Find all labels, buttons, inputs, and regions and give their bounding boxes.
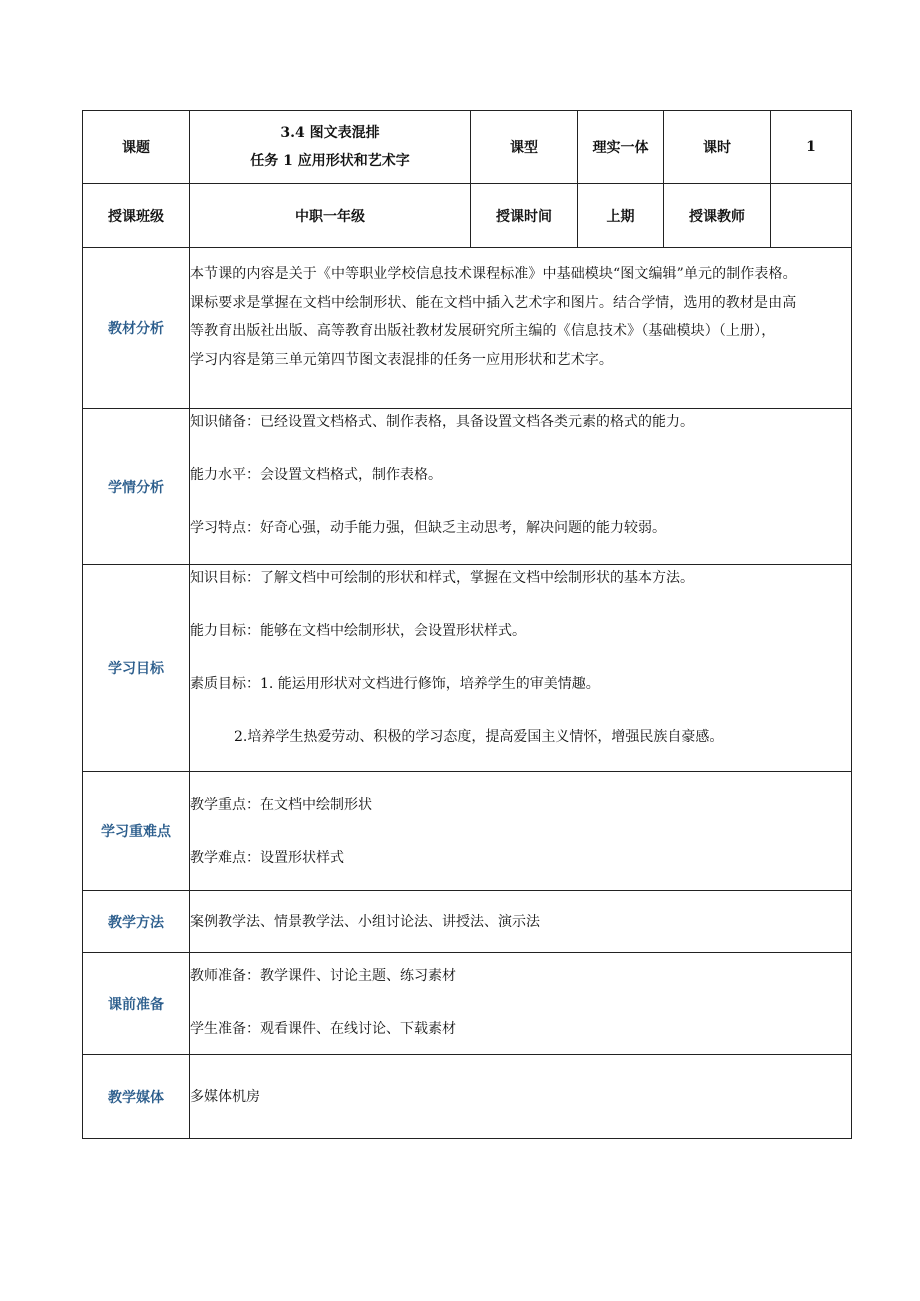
teaching-media-label: 教学媒体 [83, 1055, 190, 1139]
learning-objectives-content [190, 565, 852, 772]
topic-line-1: 3.4 图文表混排 [280, 125, 380, 141]
type-label: 课型 [471, 111, 578, 184]
row-teaching-media [83, 1055, 852, 1139]
textbook-line: 等教育出版社出版、高等教育出版社教材发展研究所主编的《信息技术》（基础模块）（上册）， [190, 323, 776, 339]
hours-value: 1 [771, 111, 852, 184]
row-textbook-analysis [83, 248, 852, 409]
row-preparation [83, 953, 852, 1055]
teaching-methods-label: 教学方法 [83, 891, 190, 953]
students-line: 学习特点：好奇心强，动手能力强，但缺乏主动思考，解决问题的能力较弱。 [190, 520, 666, 536]
lesson-plan-sheet [82, 110, 851, 1139]
row-student-analysis [83, 409, 852, 565]
learning-objectives-label: 学习目标 [83, 565, 190, 772]
textbook-line: 学习内容是第三单元第四节图文表混排的任务一应用形状和艺术字。 [190, 351, 613, 368]
student-analysis-content [190, 409, 852, 565]
teaching-methods-content [190, 891, 852, 953]
row-key-points [83, 772, 852, 891]
textbook-analysis-label: 教材分析 [83, 248, 190, 409]
media-line: 多媒体机房 [190, 1088, 260, 1105]
keypoints-line: 教学难点：设置形状样式 [190, 849, 344, 866]
topic-label: 课题 [83, 111, 190, 184]
preparation-label: 课前准备 [83, 953, 190, 1055]
preparation-content [190, 953, 852, 1055]
textbook-line: 课标要求是掌握在文档中绘制形状、能在文档中插入艺术字和图片。结合学情，选用的教材是由高 [190, 294, 797, 311]
row-teaching-methods [83, 891, 852, 953]
type-value: 理实一体 [578, 111, 664, 184]
time-label: 授课时间 [471, 184, 578, 248]
preparation-line: 教师准备：教学课件、讨论主题、练习素材 [190, 968, 456, 984]
objectives-line: 2.培养学生热爱劳动、积极的学习态度，提高爱国主义情怀，增强民族自豪感。 [234, 729, 724, 745]
topic-value [190, 111, 471, 184]
teacher-value [771, 184, 852, 248]
students-line: 知识储备：已经设置文档格式、制作表格，具备设置文档各类元素的格式的能力。 [190, 414, 694, 430]
header-row-topic [83, 111, 852, 184]
row-learning-objectives [83, 565, 852, 772]
class-label: 授课班级 [83, 184, 190, 248]
textbook-analysis-content [190, 248, 852, 409]
teaching-media-content [190, 1055, 852, 1139]
lesson-plan-table [82, 110, 852, 1139]
preparation-line: 学生准备：观看课件、在线讨论、下载素材 [190, 1021, 456, 1037]
topic-line-2: 任务 1 应用形状和艺术字 [250, 153, 410, 169]
teacher-label: 授课教师 [664, 184, 771, 248]
objectives-line: 能力目标：能够在文档中绘制形状，会设置形状样式。 [190, 623, 526, 639]
students-line: 能力水平：会设置文档格式，制作表格。 [190, 467, 442, 483]
header-row-class [83, 184, 852, 248]
time-value: 上期 [578, 184, 664, 248]
objectives-line: 素质目标：1. 能运用形状对文档进行修饰，培养学生的审美情趣。 [190, 676, 600, 692]
class-value: 中职一年级 [190, 184, 471, 248]
student-analysis-label: 学情分析 [83, 409, 190, 565]
hours-label: 课时 [664, 111, 771, 184]
objectives-line: 知识目标：了解文档中可绘制的形状和样式，掌握在文档中绘制形状的基本方法。 [190, 570, 694, 586]
key-points-label: 学习重难点 [83, 772, 190, 891]
key-points-content [190, 772, 852, 891]
methods-line: 案例教学法、情景教学法、小组讨论法、讲授法、演示法 [190, 913, 540, 930]
textbook-line: 本节课的内容是关于《中等职业学校信息技术课程标准》中基础模块“图文编辑”单元的制作表格。 [190, 266, 797, 282]
keypoints-line: 教学重点：在文档中绘制形状 [190, 796, 372, 813]
